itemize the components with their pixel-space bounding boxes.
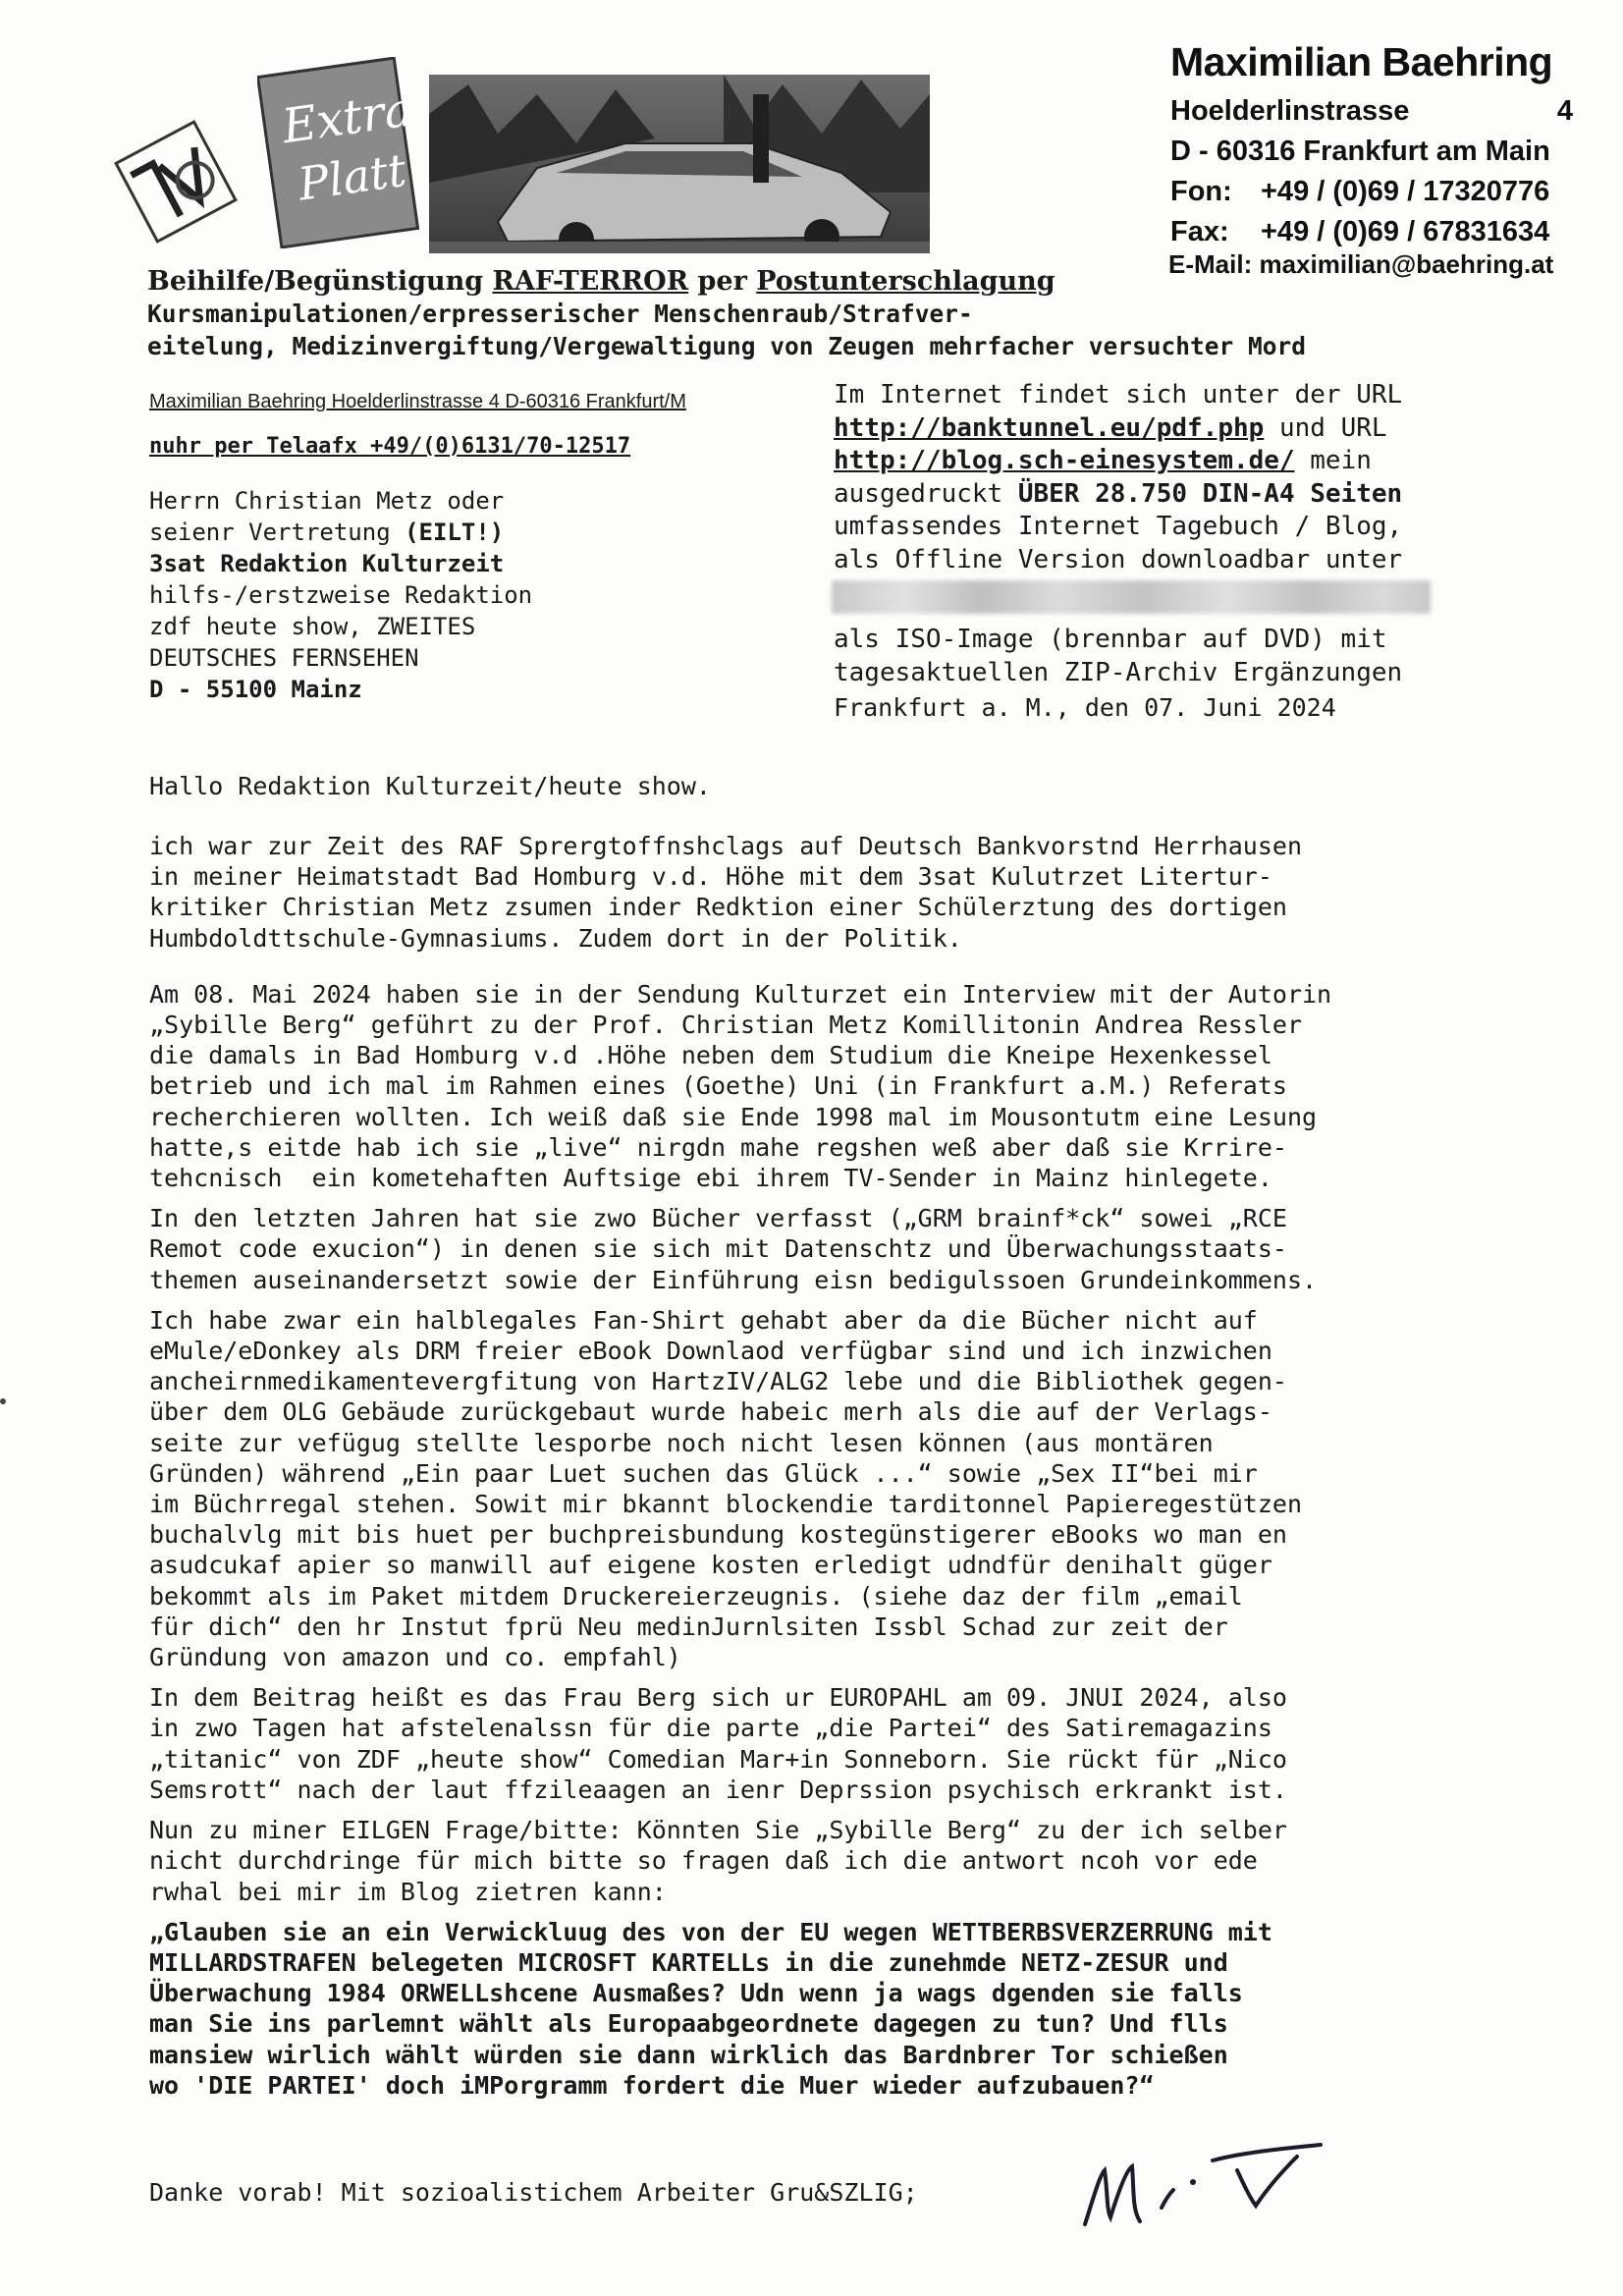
lav-sticker-graphic	[110, 116, 243, 248]
p6-line: rwhal bei mir im Blog zietren kann:	[149, 1877, 667, 1906]
recipient-line-2	[149, 517, 532, 548]
recipient-line-3: 3sat Redaktion Kulturzeit	[149, 550, 505, 577]
handwritten-signature	[1075, 2131, 1330, 2239]
p2-line: betrieb und ich mal im Rahmen eines (Goethe) Uni (in Frankfurt a.M.) Referats	[149, 1071, 1287, 1101]
p4-line: asudcukaf apier so manwill auf eigene kosten erledigt udndfür denihalt güger	[149, 1551, 1272, 1580]
sender-street-row	[1170, 91, 1573, 132]
p1-line: kritiker Christian Metz zsumen inder Redktion einer Schülerztung des dortigen	[149, 893, 1287, 922]
info-line-6: als Offline Version downloadbar unter	[834, 544, 1403, 574]
p4-line: seite zur vefügug stellte lesporbe noch nicht lesen können (aus montären	[149, 1428, 1214, 1457]
sender-city: D - 60316 Frankfurt am Main	[1170, 136, 1550, 167]
sender-street: Hoelderlinstrasse	[1170, 95, 1410, 127]
sender-fax-label: Fax:	[1170, 216, 1229, 247]
p6-line: Nun zu miner EILGEN Frage/bitte: Könnten Sie „Sybille Berg“ zu der ich selber	[149, 1816, 1287, 1845]
p2-line: tehcnisch ein kometehaften Auftsige ebi ihrem TV-Sender in Mainz hinlegete.	[149, 1164, 1272, 1193]
p3-line: Remot code exucion“) in denen sie sich mit Datenschtz und Überwachungsstaats-	[149, 1234, 1287, 1264]
recipient-line-2a: seienr Vertretung	[149, 519, 406, 546]
subject-raf-terror: RAF-TERROR	[492, 266, 689, 297]
p4-line: für dich“ den hr Instut fprü Neu medinJurnlsiten Issbl Schad zur zeit der	[149, 1612, 1228, 1641]
car-wreck-photo	[429, 75, 930, 253]
recipient-line-4: hilfs-/erstzweise Redaktion	[149, 581, 533, 609]
info-url-1: http://banktunnel.eu/pdf.php	[834, 412, 1265, 443]
question-line: Überwachung 1984 ORWELLshcene Ausmaßes? Udn wenn ja wags dgenden sie falls	[149, 1979, 1243, 2008]
subject-lead: Beihilfe/Begünstigung	[147, 266, 493, 297]
info-line-4a: ausgedruckt	[834, 478, 1018, 509]
subject-postunterschlagung: Postunterschlagung	[756, 266, 1055, 297]
question-line: mansiew wirlich wählt würden sie dann wirklich das Bardnbrer Tor schießen	[149, 2040, 1228, 2069]
info-line-5: umfassendes Internet Tagebuch / Blog,	[834, 512, 1403, 541]
sender-phone-row	[1170, 172, 1573, 212]
sender-phone: +49 / (0)69 / 17320776	[1261, 176, 1550, 207]
info-line-4	[834, 478, 1431, 512]
sign-off: Danke vorab! Mit sozioalistichem Arbeiter Gru&SZLIG;	[149, 2178, 918, 2207]
question-line: MILLARDSTRAFEN belegeten MICROSFT KARTELLs in die zunehmde NETZ-ZESUR und	[149, 1947, 1228, 1977]
subject-line-3: eitelung, Medizinvergiftung/Vergewaltigung von Zeugen mehrfacher versuchter Mord	[147, 332, 1307, 360]
p3-line: In den letzten Jahren hat sie zwo Bücher verfasst („GRM brainf*ck“ sowei „RCE	[149, 1204, 1287, 1233]
letter-date: Frankfurt a. M., den 07. Juni 2024	[834, 693, 1336, 722]
p4-line: Gründung von amazon und co. empfahl)	[149, 1643, 681, 1672]
recipient-line-1: Herrn Christian Metz oder	[149, 487, 505, 515]
info-line-8: als ISO-Image (brennbar auf DVD) mit	[834, 625, 1387, 654]
recipient-line-7: D - 55100 Mainz	[149, 676, 362, 703]
info-pages: ÜBER 28.750 DIN-A4 Seiten	[1017, 478, 1403, 509]
extra-platt-graphic	[257, 57, 419, 248]
salutation: Hallo Redaktion Kulturzeit/heute show.	[149, 772, 711, 800]
logo-extra-text: Extra	[279, 82, 416, 155]
letter-body	[149, 831, 1494, 2101]
recipient-line-6: DEUTSCHES FERNSEHEN	[149, 644, 419, 672]
p1-line: in meiner Heimatstadt Bad Homburg v.d. Höhe mit dem 3sat Kulutrzet Litertur-	[149, 862, 1272, 892]
p5-line: „titanic“ von ZDF „heute show“ Comedian Mar+in Sonneborn. Sie rückt für „Nico	[149, 1744, 1287, 1774]
question-block	[149, 1917, 1494, 2101]
info-line-2-rest: und URL	[1264, 412, 1387, 443]
subject-line-1	[147, 265, 1492, 298]
subject-line-2: Kursmanipulationen/erpresserischer Menschenraub/Strafver-	[147, 300, 973, 328]
info-line-2	[834, 412, 1431, 446]
p4-line: über dem OLG Gebäude zurückgebaut wurde habeic merh als die auf der Verlags-	[149, 1397, 1272, 1427]
info-line-3-rest: mein	[1294, 446, 1372, 475]
p3-line: themen auseinandersetzt sowie der Einführung eisn bedigulssoen Grundeinkommens.	[149, 1265, 1318, 1294]
p1-line: Humbdoldttschule-Gymnasiums. Zudem dort in der Politik.	[149, 923, 962, 953]
question-line: „Glauben sie an ein Verwickluug des von der EU wegen WETTBERBSVERZERRUNG mit	[149, 1917, 1272, 1946]
sender-phone-label: Fon:	[1170, 176, 1232, 207]
p2-line: Am 08. Mai 2024 haben sie in der Sendung Kulturzet ein Interview mit der Autorin	[149, 979, 1332, 1009]
sender-fax: +49 / (0)69 / 67831634	[1261, 216, 1550, 247]
recipient-urgent: (EILT!)	[405, 519, 505, 546]
question-line: wo 'DIE PARTEI' doch iMPorgramm fordert die Muer wieder aufzubauen?“	[149, 2070, 1155, 2100]
p2-line: die damals in Bad Homburg v.d .Höhe neben dem Studium die Kneipe Hexenkessel	[149, 1041, 1272, 1070]
info-url-2: http://blog.sch-einesystem.de/	[834, 446, 1295, 475]
fax-only-note: nuhr per Telaafx +49/(0)6131/70-12517	[149, 434, 631, 459]
sender-email: E-Mail: maximilian@baehring.at	[1168, 249, 1554, 279]
logo-platt-text: Platt	[295, 142, 409, 211]
p4-line: Gründen) während „Ein paar Luet suchen das Glück ...“ sowie „Sex II“bei mir	[149, 1458, 1258, 1488]
p4-line: ancheirnmedikamentevergfitung von HartzIV/ALG2 lebe und die Bibliothek gegen-	[149, 1367, 1287, 1396]
subject-block	[147, 265, 1492, 362]
p2-line: hatte,s eitde hab ich sie „live“ nirgdn mahe regshen weß aber daß sie Krrire-	[149, 1132, 1287, 1162]
info-line-9: tagesaktuellen ZIP-Archiv Ergänzungen	[834, 657, 1403, 687]
p4-line: eMule/eDonkey als DRM freier eBook Downlaod verfügbar sind und ich inzwichen	[149, 1337, 1272, 1366]
sender-block	[1170, 39, 1573, 252]
p4-line: im Büchrregal stehen. Sowit mir bkannt blockendie tarditonnel Papieregestützen	[149, 1490, 1302, 1519]
p1-line: ich war zur Zeit des RAF Sprergtoffnshclags auf Deutsch Bankvorstnd Herrhausen	[149, 832, 1302, 860]
sender-name: Maximilian Baehring	[1170, 39, 1553, 84]
info-line-1: Im Internet findet sich unter der URL	[834, 380, 1403, 410]
redacted-blur	[832, 580, 1431, 614]
p6-line: nicht durchdringe für mich bitte so fragen daß ich die antwort ncoh vor ede	[149, 1846, 1258, 1876]
recipient-address	[149, 485, 532, 705]
info-line-3	[834, 445, 1431, 478]
sender-fax-row	[1170, 212, 1573, 252]
scan-artifact	[0, 1398, 6, 1404]
letterhead-logo	[110, 57, 832, 251]
sender-house-number: 4	[1556, 95, 1573, 127]
p4-line: bekommt als im Paket mitdem Druckereierzeugnis. (siehe daz der film „email	[149, 1581, 1243, 1611]
info-block	[834, 379, 1431, 689]
recipient-line-5: zdf heute show, ZWEITES	[149, 613, 476, 640]
question-line: man Sie ins parlemnt wählt als Europaabgeordnete dagegen zu tun? Und flls	[149, 2009, 1228, 2039]
p4-line: Ich habe zwar ein halblegales Fan-Shirt gehabt aber da die Bücher nicht auf	[149, 1305, 1258, 1335]
p4-line: buchalvlg mit bis huet per buchpreisbundung kostegünstigerer eBooks wo man en	[149, 1520, 1287, 1550]
p5-line: In dem Beitrag heißt es das Frau Berg sich ur EUROPAHL am 09. JNUI 2024, also	[149, 1683, 1287, 1713]
p2-line: recherchieren wollten. Ich weiß daß sie Ende 1998 mal im Mousontutm eine Lesung	[149, 1102, 1318, 1131]
return-address: Maximilian Baehring Hoelderlinstrasse 4 D-60316 Frankfurt/M	[149, 391, 686, 412]
subject-mid: per	[688, 266, 757, 297]
p5-line: in zwo Tagen hat afstelenalssn für die parte „die Partei“ des Satiremagazins	[149, 1714, 1272, 1743]
p2-line: „Sybille Berg“ geführt zu der Prof. Christian Metz Komillitonin Andrea Ressler	[149, 1011, 1302, 1040]
p5-line: Semsrott“ nach der laut ffzileaagen an ienr Deprssion psychisch erkrankt ist.	[149, 1775, 1287, 1804]
